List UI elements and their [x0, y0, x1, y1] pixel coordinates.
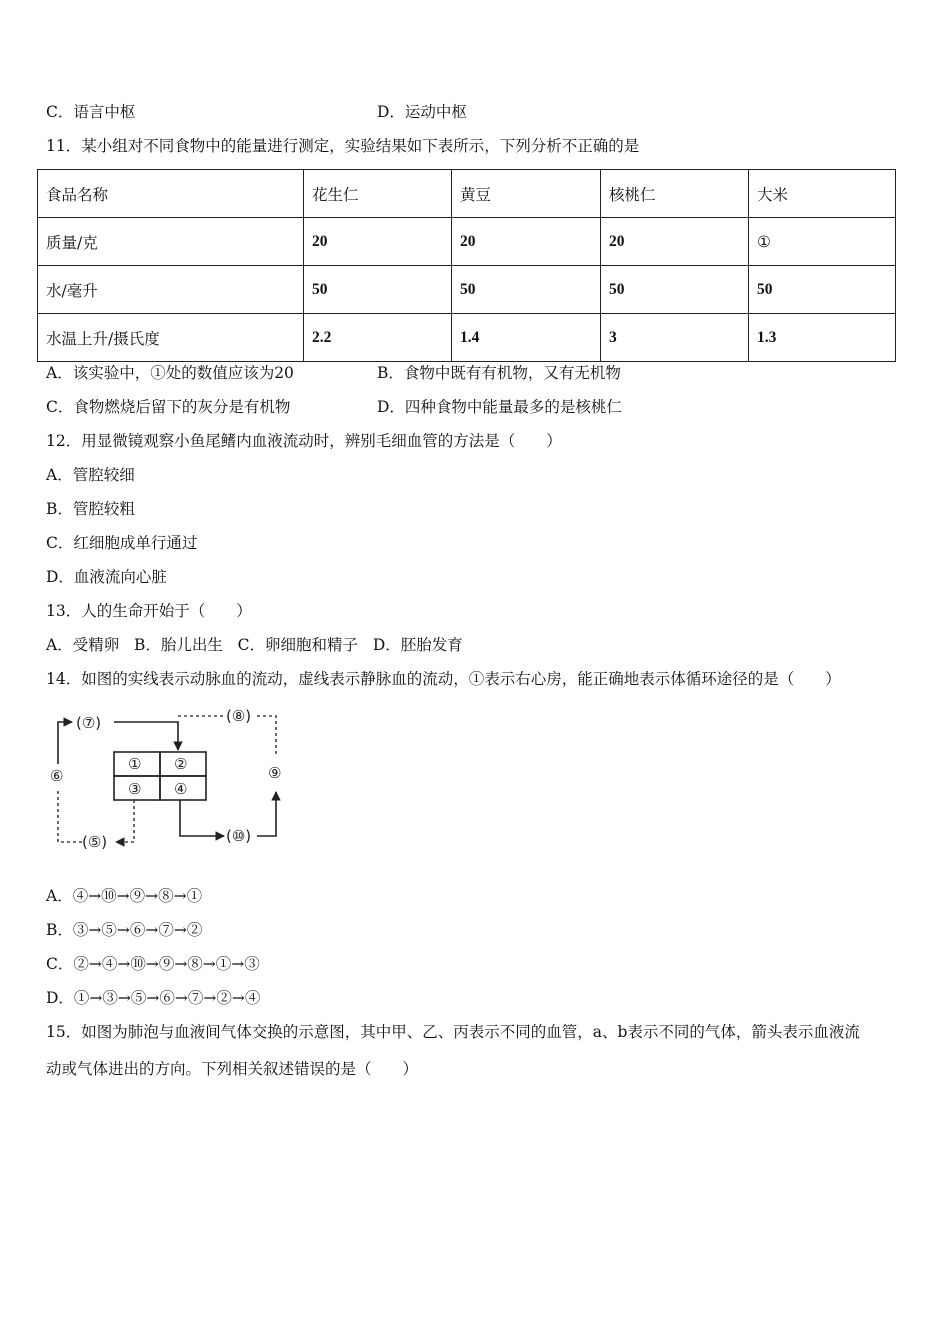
q11-option-b: B．食物中既有有机物，又有无机物 — [377, 364, 621, 382]
vein-8-to-9 — [257, 716, 276, 754]
q13-option-d: D．胚胎发育 — [372, 636, 463, 654]
q11-option-c: C．食物燃烧后留下的灰分是有机物 — [46, 398, 291, 416]
label-7: (⑦) — [76, 714, 102, 732]
q14-stem: 14．如图的实线表示动脉血的流动，虚线表示静脉血的流动，①表示右心房，能正确地表示体循环途径的是（ ） — [46, 670, 841, 688]
table-cell: 1.4 — [452, 314, 601, 362]
table-cell: 水/毫升 — [38, 266, 304, 314]
q13-option-c: C．卵细胞和精子 — [237, 636, 359, 654]
q12-option-a: A．管腔较细 — [46, 466, 135, 484]
table-cell: 50 — [304, 266, 452, 314]
label-1: ① — [128, 755, 142, 773]
q10-option-c: C．语言中枢 — [46, 103, 136, 121]
label-10: (⑩) — [226, 827, 252, 845]
table-header-cell: 食品名称 — [38, 170, 304, 218]
label-9: ⑨ — [268, 764, 282, 782]
food-energy-table — [37, 169, 896, 362]
table-row — [38, 266, 896, 314]
diagram-labels — [50, 707, 281, 851]
table-cell: 20 — [452, 218, 601, 266]
q13-option-b: B．胎儿出生 — [133, 636, 223, 654]
venous-flow — [58, 716, 276, 842]
q12-option-b: B．管腔较粗 — [46, 500, 135, 518]
vein-5-to-6 — [58, 790, 82, 842]
artery-10-to-9 — [257, 792, 276, 836]
q13-options — [46, 635, 463, 655]
circulation-diagram — [44, 702, 294, 858]
table-row — [38, 314, 896, 362]
label-5: (⑤) — [82, 833, 108, 851]
label-2: ② — [174, 755, 188, 773]
table-cell: ① — [749, 218, 896, 266]
q10-option-d: D．运动中枢 — [377, 103, 467, 121]
table-cell: 50 — [601, 266, 749, 314]
table-cell: 3 — [601, 314, 749, 362]
vein-3-to-5 — [116, 800, 134, 842]
q14-option-b: B．③→⑤→⑥→⑦→② — [46, 921, 203, 939]
q15-stem-line2: 动或气体进出的方向。下列相关叙述错误的是（ ） — [46, 1060, 419, 1078]
q13-stem: 13．人的生命开始于（ ） — [46, 602, 252, 620]
table-cell: 20 — [304, 218, 452, 266]
label-3: ③ — [128, 780, 142, 798]
table-cell: 质量/克 — [38, 218, 304, 266]
q15-stem-line1: 15．如图为肺泡与血液间气体交换的示意图，其中甲、乙、丙表示不同的血管，a、b表示不同的气体，箭头表示血液流 — [46, 1023, 860, 1041]
table-cell: 1.3 — [749, 314, 896, 362]
artery-7-to-2 — [114, 722, 178, 750]
q12-stem: 12．用显微镜观察小鱼尾鳍内血液流动时，辨别毛细血管的方法是（ ） — [46, 432, 562, 450]
artery-4-to-10 — [180, 800, 224, 836]
table-cell: 50 — [749, 266, 896, 314]
label-8: (⑧) — [226, 707, 252, 725]
q14-option-d: D．①→③→⑤→⑥→⑦→②→④ — [46, 989, 261, 1007]
table-header-cell: 大米 — [749, 170, 896, 218]
q13-option-a: A．受精卵 — [46, 636, 120, 654]
q12-option-d: D．血液流向心脏 — [46, 568, 167, 586]
q11-option-d: D．四种食物中能量最多的是核桃仁 — [377, 398, 622, 416]
label-6: ⑥ — [50, 767, 64, 785]
q11-option-a: A．该实验中，①处的数值应该为20 — [46, 364, 294, 382]
q14-option-a: A．④→⑩→⑨→⑧→① — [46, 887, 203, 905]
arterial-flow — [58, 722, 276, 836]
q11-stem: 11．某小组对不同食物中的能量进行测定，实验结果如下表所示，下列分析不正确的是 — [46, 137, 640, 155]
label-4: ④ — [174, 780, 188, 798]
table-header-cell: 核桃仁 — [601, 170, 749, 218]
table-cell: 20 — [601, 218, 749, 266]
table-cell: 50 — [452, 266, 601, 314]
table-header-cell: 黄豆 — [452, 170, 601, 218]
q12-option-c: C．红细胞成单行通过 — [46, 534, 198, 552]
table-row — [38, 218, 896, 266]
table-cell: 水温上升/摄氏度 — [38, 314, 304, 362]
table-header-row — [38, 170, 896, 218]
artery-6-to-7 — [58, 722, 72, 764]
table-cell: 2.2 — [304, 314, 452, 362]
table-header-cell: 花生仁 — [304, 170, 452, 218]
q14-option-c: C．②→④→⑩→⑨→⑧→①→③ — [46, 955, 260, 973]
